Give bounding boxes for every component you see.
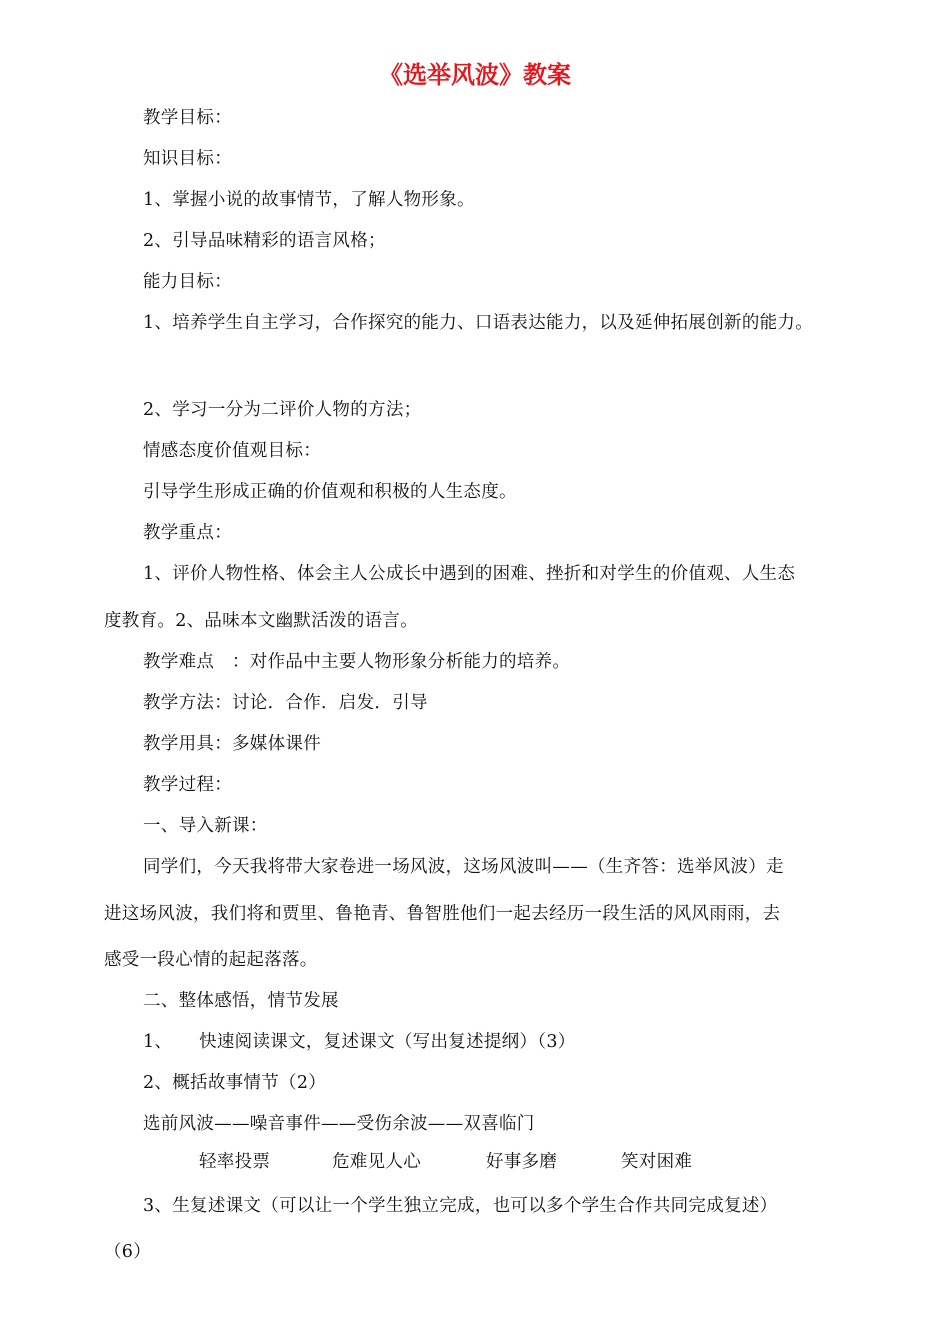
paragraph-line: 1、掌握小说的故事情节，了解人物形象。 (143, 190, 475, 210)
heading-knowledge-goals: 知识目标： (143, 149, 232, 169)
heading-ability-goals: 能力目标： (143, 272, 232, 292)
paragraph-line: 2、学习一分为二评价人物的方法； (143, 400, 422, 420)
paragraph-line: 度教育。2、品味本文幽默活泼的语言。 (104, 611, 419, 631)
heading-emotion-goals: 情感态度价值观目标： (143, 441, 321, 461)
stage-label: 好事多磨 (486, 1152, 558, 1172)
stage-label: 笑对困难 (621, 1152, 693, 1172)
paragraph-line: 3、生复述课文（可以让一个学生独立完成，也可以多个学生合作共同完成复述） (143, 1196, 778, 1216)
heading-key-points: 教学重点： (143, 523, 232, 543)
heading-tools: 教学用具：多媒体课件 (143, 734, 321, 754)
heading-difficulties: 教学难点 ：对作品中主要人物形象分析能力的培养。 (143, 652, 571, 672)
paragraph-line: 2、引导品味精彩的语言风格； (143, 231, 386, 251)
heading-process: 教学过程： (143, 775, 232, 795)
heading-methods: 教学方法：讨论．合作．启发．引导 (143, 693, 428, 713)
stage-label: 轻率投票 (199, 1152, 271, 1172)
paragraph-line: 1、评价人物性格、体会主人公成长中遇到的困难、挫折和对学生的价值观、人生态 (143, 564, 796, 584)
section-heading-intro: 一、导入新课： (143, 816, 268, 836)
plot-stage-labels (0, 1150, 950, 1178)
paragraph-line: （6） (104, 1242, 152, 1262)
document-title: 《选举风波》教案 (379, 61, 571, 89)
paragraph-line: 1、 快速阅读课文，复述课文（写出复述提纲）（3） (143, 1032, 576, 1052)
heading-teaching-goals: 教学目标： (143, 108, 232, 128)
section-heading-overview: 二、整体感悟，情节发展 (143, 991, 339, 1011)
paragraph-line: 进这场风波，我们将和贾里、鲁艳青、鲁智胜他们一起去经历一段生活的风风雨雨，去 (104, 904, 781, 924)
stage-label: 危难见人心 (332, 1152, 421, 1172)
paragraph-line: 引导学生形成正确的价值观和积极的人生态度。 (143, 482, 517, 502)
paragraph-line: 2、概括故事情节（2） (143, 1073, 327, 1093)
paragraph-line: 1、培养学生自主学习，合作探究的能力、口语表达能力，以及延伸拓展创新的能力。 (143, 313, 814, 333)
paragraph-line: 感受一段心情的起起落落。 (104, 950, 318, 970)
paragraph-line: 同学们，今天我将带大家卷进一场风波，这场风波叫——（生齐答：选举风波）走 (143, 857, 784, 877)
plot-sequence: 选前风波——噪音事件——受伤余波——双喜临门 (143, 1114, 535, 1134)
